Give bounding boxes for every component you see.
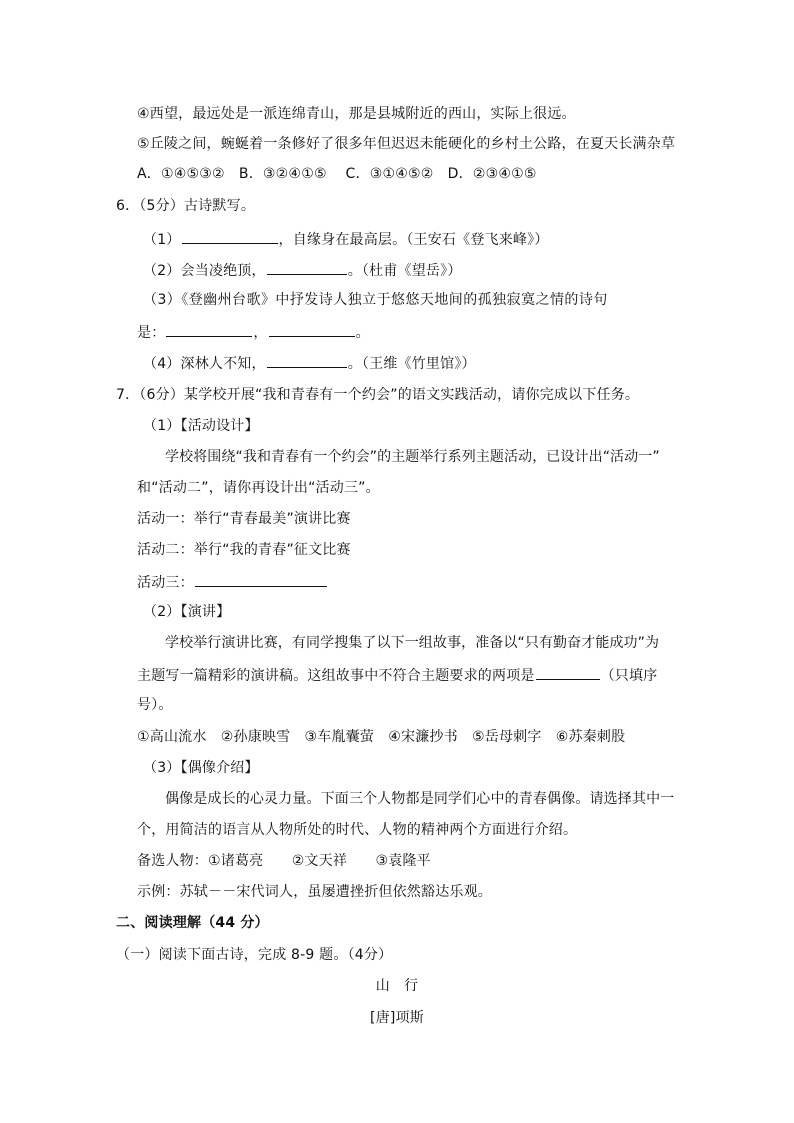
q7-part-3-text-1: 偶像是成长的心灵力量。下面三个人物都是同学们心中的青春偶像。请选择其中一	[165, 791, 675, 807]
answer-options: A．①④⑤③② B．③②④①⑤ C．③①④⑤② D．②③④①⑤	[137, 166, 537, 182]
q7-part-2-text-2	[137, 664, 657, 686]
option-line-5: ⑤丘陵之间，蜿蜒着一条修好了很多年但迟迟未能硬化的乡村土公路，在夏天长满杂草	[137, 136, 676, 152]
q7-part-2-text-2-prefix: 主题写一篇精彩的演讲稿。这组故事中不符合主题要求的两项是	[137, 668, 535, 684]
fill-blank[interactable]	[182, 228, 278, 244]
activity-3-label: 活动三：	[137, 575, 194, 591]
q7-part-2-text-1: 学校举行演讲比赛，有同学搜集了以下一组故事，准备以“只有勤奋才能成功”为	[165, 635, 660, 651]
question-7-stem: 7．（6分）某学校开展“我和青春有一个约会”的语文实践活动，请你完成以下任务。	[116, 387, 640, 403]
candidate-list: 备选人物：①诸葛亮 ②文天祥 ③袁隆平	[137, 853, 431, 869]
fill-blank[interactable]	[267, 259, 347, 275]
q6-item-3-prefix: 是：	[137, 325, 166, 341]
q6-item-4-prefix: （4）深林人不知，	[143, 356, 266, 372]
story-list: ①高山流水 ②孙康映雪 ③车胤囊萤 ④宋濂抄书 ⑤岳母刺字 ⑥苏秦刺股	[137, 729, 626, 745]
q6-item-2	[143, 259, 462, 281]
example-text: 示例：苏轼－－宋代词人，虽屡遭挫折但依然豁达乐观。	[137, 884, 492, 900]
q6-item-4-suffix: 。（王维《竹里馆》）	[347, 356, 476, 372]
q7-part-1-text-2: 和“活动二”，请你再设计出“活动三”。	[137, 480, 380, 496]
q6-item-3-suffix: 。	[355, 325, 370, 341]
q6-item-2-prefix: （2）会当凌绝顶，	[143, 263, 266, 279]
q7-part-3-title: （3）【偶像介绍】	[143, 760, 259, 776]
option-line-4: ④西望，最远处是一派连绵青山，那是县城附近的西山，实际上很远。	[137, 106, 576, 122]
section-2-title: 二、阅读理解（44 分）	[116, 915, 269, 931]
section-2-part-1: （一）阅读下面古诗，完成 8-9 题。（4分）	[116, 947, 393, 963]
activity-2: 活动二：举行“我的青春”征文比赛	[137, 542, 351, 558]
q7-part-1-title: （1）【活动设计】	[143, 418, 259, 434]
q7-part-2-text-2-suffix: （只填序	[600, 668, 658, 684]
q6-item-1-suffix: ，自缘身在最高层。（王安石《登飞来峰》）	[278, 232, 549, 248]
q7-part-2-text-3: 号）。	[137, 697, 173, 713]
q6-item-1-prefix: （1）	[143, 232, 181, 248]
fill-blank[interactable]	[195, 571, 327, 587]
poem-author: [唐]项斯	[370, 1010, 424, 1026]
q6-item-3-line-2	[137, 321, 370, 343]
activity-1: 活动一：举行“青春最美”演讲比赛	[137, 511, 351, 527]
q7-part-3-text-2: 个，用简洁的语言从人物所处的时代、人物的精神两个方面进行介绍。	[137, 822, 578, 838]
fill-blank[interactable]	[536, 664, 600, 680]
q7-part-1-text-1: 学校将围绕“我和青春有一个约会”的主题举行系列主题活动，已设计出“活动一”	[165, 449, 660, 465]
q6-item-3-line-1: （3）《登幽州台歌》中抒发诗人独立于悠悠天地间的孤独寂寞之情的诗句	[143, 292, 608, 308]
fill-blank[interactable]	[269, 321, 355, 337]
activity-3	[137, 571, 328, 593]
q6-item-1	[143, 228, 549, 250]
question-6-stem: 6．（5分）古诗默写。	[116, 198, 256, 214]
poem-title: 山 行	[375, 978, 419, 994]
q6-item-4	[143, 352, 476, 374]
fill-blank[interactable]	[267, 352, 347, 368]
q6-item-2-suffix: 。（杜甫《望岳》）	[347, 263, 462, 279]
fill-blank[interactable]	[166, 321, 252, 337]
q6-item-3-sep: ，	[253, 325, 268, 341]
q7-part-2-title: （2）【演讲】	[143, 604, 231, 620]
